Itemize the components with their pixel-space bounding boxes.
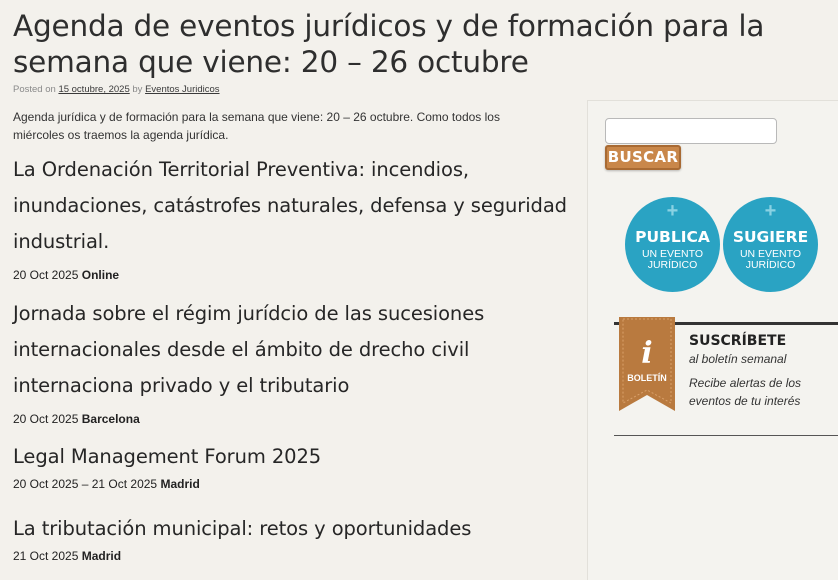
event-meta — [13, 549, 573, 563]
event-location: Madrid — [160, 477, 200, 491]
event-item — [13, 296, 573, 426]
page-title: Agenda de eventos jurídicos y de formación para la semana que viene: 20 – 26 octubre — [13, 9, 765, 79]
subscribe-title-link[interactable]: SUSCRÍBETE — [689, 333, 787, 349]
event-title-link[interactable]: Legal Management Forum 2025 — [13, 445, 322, 468]
sugiere-label: SUGIERE — [732, 228, 809, 246]
search-input[interactable] — [605, 118, 777, 144]
subscribe-subtitle: al boletín semanal — [689, 352, 787, 366]
event-location: Online — [81, 268, 120, 282]
boletin-label: BOLETÍN — [627, 373, 667, 383]
subscribe-desc-line2: eventos de tu interés — [689, 394, 801, 408]
intro-text: Agenda jurídica y de formación para la semana que viene: 20 – 26 octubre. Como todos los miércoles os traemos la agenda jurídica. — [13, 110, 500, 142]
posted-date-link[interactable]: 15 octubre, 2025 — [58, 84, 130, 95]
sugiere-evento-button[interactable] — [723, 197, 818, 292]
posted-on-label: Posted on — [13, 84, 56, 95]
event-location: Barcelona — [81, 412, 140, 426]
event-location: Madrid — [81, 549, 122, 563]
event-title-link[interactable]: Jornada sobre el régim jurídcio de las sucesiones internacionales desde el ámbito de drecho civil internaciona privado y el tributario — [13, 302, 485, 397]
boletin-ribbon-icon — [617, 317, 677, 411]
event-item — [13, 439, 573, 491]
event-date: 21 Oct 2025 — [13, 549, 79, 563]
plus-icon: + — [666, 200, 679, 222]
post-meta — [13, 84, 220, 95]
event-date: 20 Oct 2025 — [13, 268, 79, 282]
event-meta — [13, 268, 573, 282]
subscribe-desc-line1: Recibe alertas de los — [689, 376, 802, 390]
event-title-link[interactable]: La tributación municipal: retos y oportunidades — [13, 517, 472, 540]
by-label: by — [132, 84, 143, 95]
publica-label: PUBLICA — [635, 228, 710, 246]
info-icon: i — [641, 336, 653, 371]
event-title-link[interactable]: La Ordenación Territorial Preventiva: incendios, inundaciones, catástrofes naturales, defensa y seguridad industrial. — [13, 158, 567, 253]
publica-sublabel: UN EVENTO JURÍDICO — [641, 248, 704, 271]
event-meta — [13, 477, 573, 491]
event-date: 20 Oct 2025 – 21 Oct 2025 — [13, 477, 158, 491]
author-link[interactable]: Eventos Juridicos — [145, 84, 220, 95]
event-item — [13, 511, 573, 563]
search-button[interactable]: BUSCAR — [605, 145, 681, 170]
sugiere-sublabel: UN EVENTO JURÍDICO — [739, 248, 802, 271]
event-date: 20 Oct 2025 — [13, 412, 79, 426]
publica-evento-button[interactable] — [625, 197, 720, 292]
subscribe-bottom-rule — [614, 435, 838, 436]
plus-icon: + — [764, 200, 777, 222]
event-meta — [13, 412, 573, 426]
event-item — [13, 152, 573, 282]
